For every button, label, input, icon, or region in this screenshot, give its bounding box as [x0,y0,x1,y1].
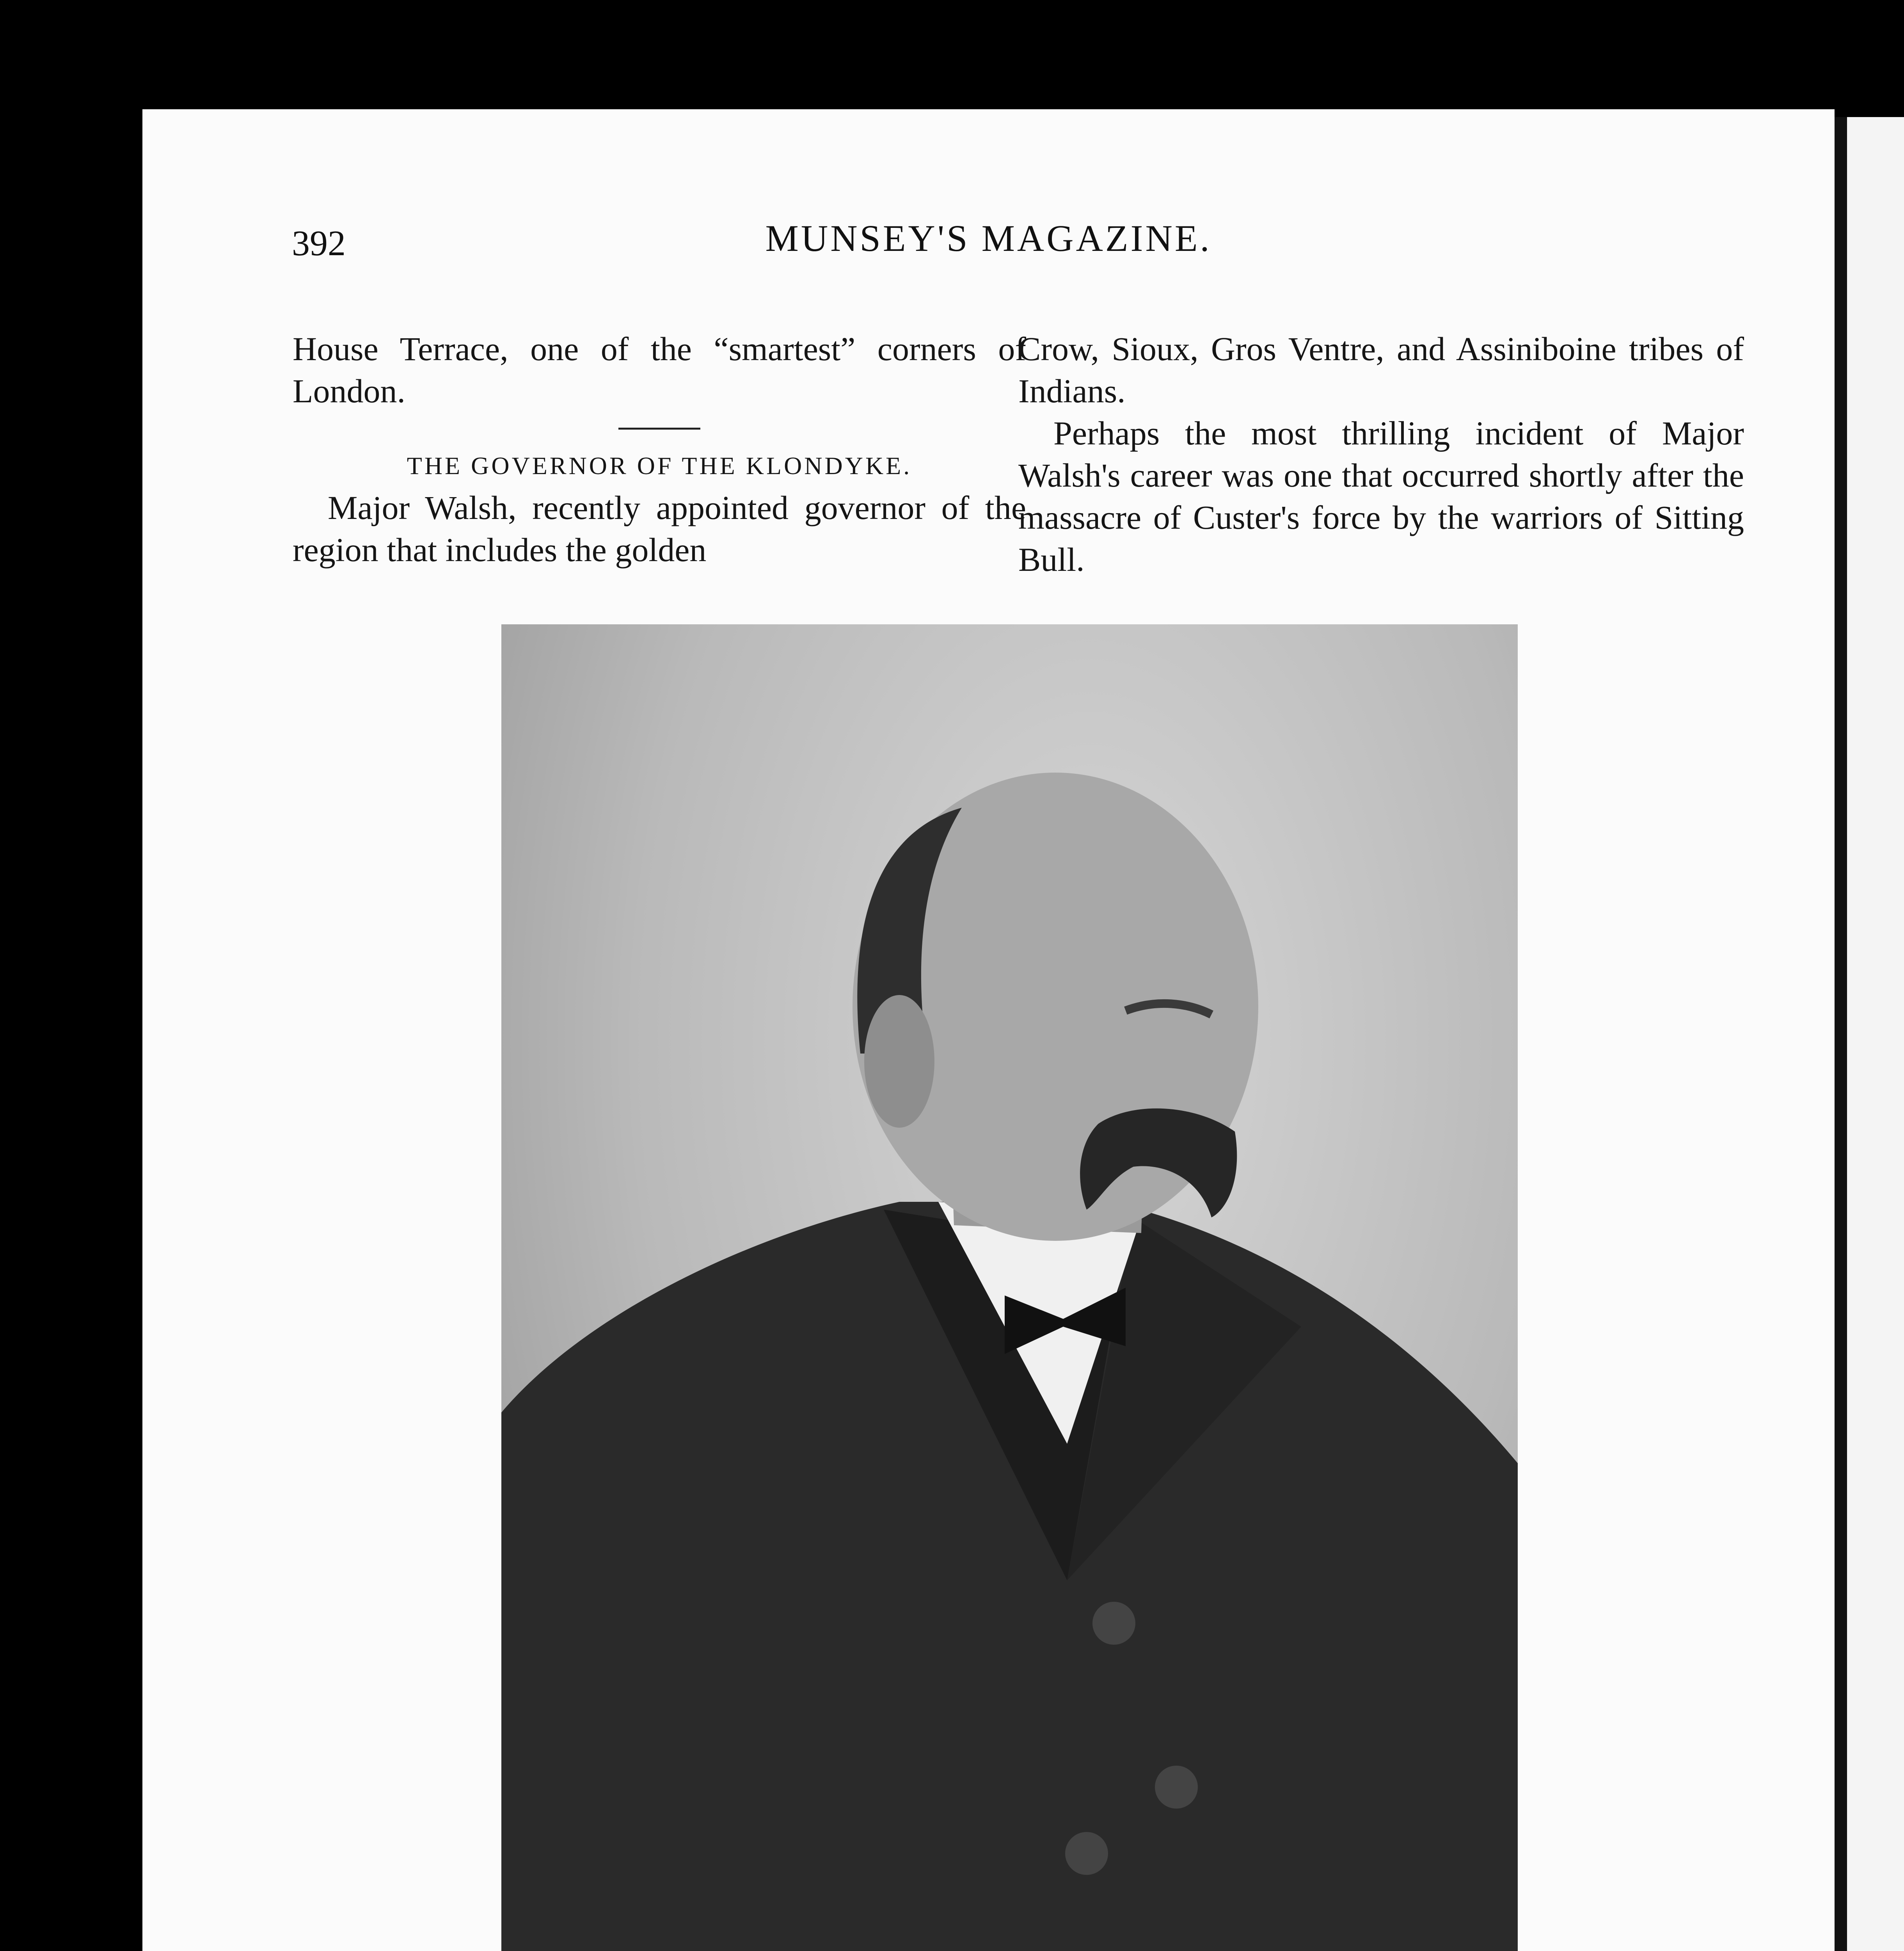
portrait-illustration [501,624,1518,1951]
page-number: 392 [292,223,346,263]
page-gutter-edge [1835,117,1847,1951]
section-paragraph: Major Walsh, recently appointed governor of the region that includes the golden [293,489,1026,569]
section-heading: THE GOVERNOR OF THE KLONDYKE. [407,452,912,480]
portrait-photograph [501,624,1518,1951]
magazine-page [142,109,1835,1951]
top-left-column [293,328,1026,571]
top-left-text: House Terrace, one of the “smartest” corners of London. [293,330,1026,410]
top-right-paragraph-2: Perhaps the most thrilling incident of Major Walsh's career was one that occurred shortly after the massacre of Custer's force by the warriors of Sitting Bull. [1018,414,1744,578]
section-divider [618,428,700,430]
top-right-column [1018,328,1744,581]
adjacent-page-sliver [1847,117,1904,1951]
running-head: MUNSEY'S MAGAZINE. [765,217,1212,259]
top-right-paragraph-1: Crow, Sioux, Gros Ventre, and Assiniboine tribes of Indians. [1018,330,1744,410]
